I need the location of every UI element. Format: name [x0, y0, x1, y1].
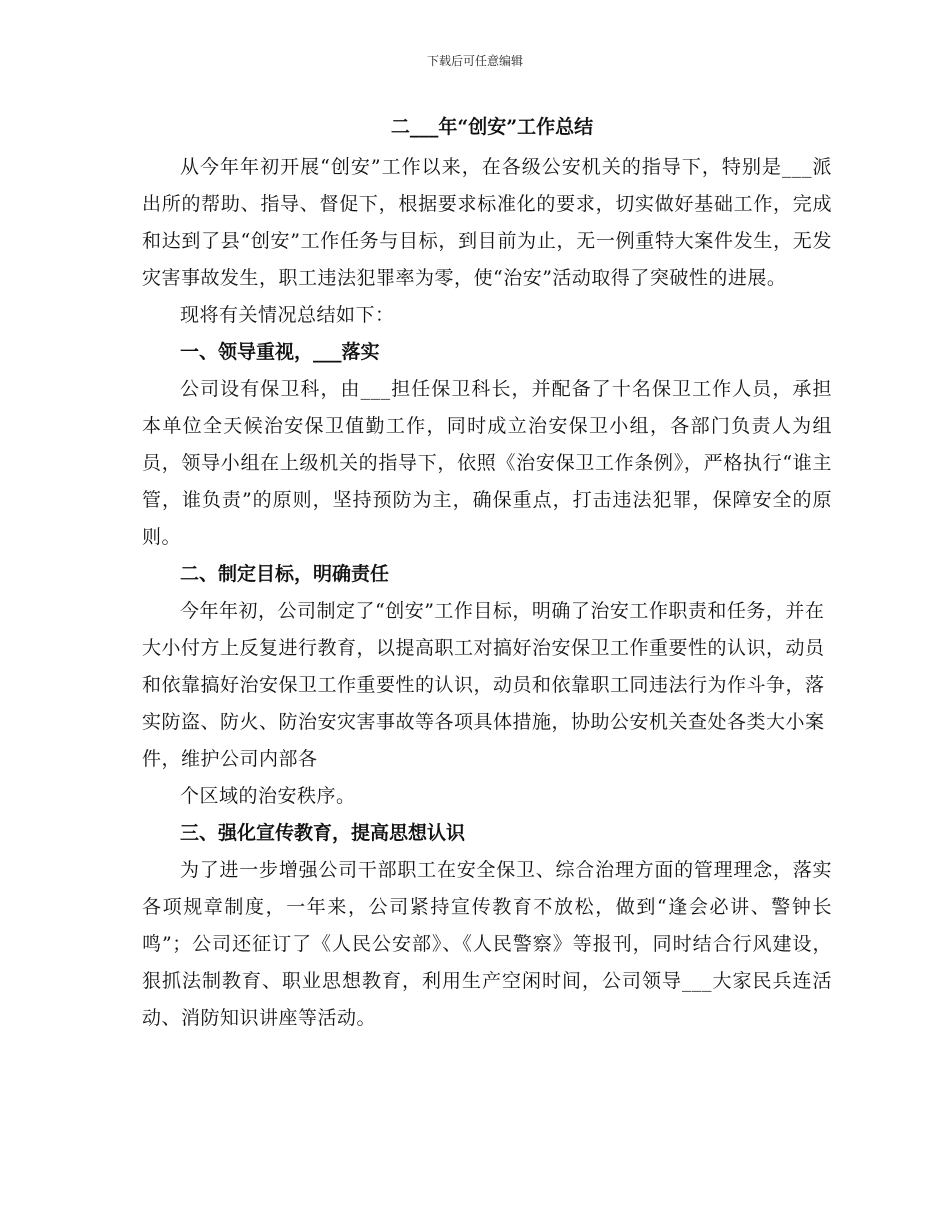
page-header-note: 下载后可任意编辑 [426, 54, 523, 68]
section-paragraph: 为了进一步增强公司干部职工在安全保卫、综合治理方面的管理理念，落实各项规章制度，一年来，公司紧持宣传教育不放松，做到“逢会必讲、警钟长鸣”；公司还征订了《人民公安部》、《人民警察》等报刊，同时结合行风建设，狠抓法制教育、职业思想教育，利用生产空闲时间，公司领导___大家民兵连活动、消防知识讲座等活动。 [142, 859, 832, 1029]
section-paragraph-continuation: 个区域的治安秩序。 [180, 785, 356, 807]
section-paragraph: 今年年初，公司制定了“创安”工作目标，明确了治安工作职责和任务，并在大小付方上反复进行教育，以提高职工对搞好治安保卫工作重要性的认识，动员和依靠搞好治安保卫工作重要性的认识，动员和依靠职工同违法行为作斗争，落实防盗、防火、防治安灾害事故等各项具体措施，协助公安机关查处各类大小案件，维护公司内部各 [142, 600, 825, 770]
document-body [142, 112, 832, 1037]
section-heading: 三、强化宣传教育，提高思想认识 [180, 822, 466, 844]
document-title: 二___年“创安”工作总结 [390, 116, 594, 138]
intro-paragraph: 从今年年初开展“创安”工作以来，在各级公安机关的指导下，特别是___派出所的帮助、指导、督促下，根据要求标准化的要求，切实做好基础工作，完成和达到了县“创安”工作任务与目标，到目前为止，无一例重特大案件发生，无发灾害事故发生，职工违法犯罪率为零，使“治安”活动取得了突破性的进展。 [142, 156, 832, 289]
summary-lead: 现将有关情况总结如下： [180, 304, 395, 326]
section-heading: 二、制定目标，明确责任 [180, 563, 390, 585]
section-paragraph: 公司设有保卫科，由___担任保卫科长，并配备了十名保卫工作人员，承担本单位全天候治安保卫值勤工作，同时成立治安保卫小组，各部门负责人为组员，领导小组在上级机关的指导下，依照《治安保卫工作条例》，严格执行“谁主管，谁负责”的原则，坚持预防为主，确保重点，打击违法犯罪，保障安全的原则。 [142, 378, 832, 548]
section-heading: 一、领导重视，___落实 [180, 341, 380, 363]
